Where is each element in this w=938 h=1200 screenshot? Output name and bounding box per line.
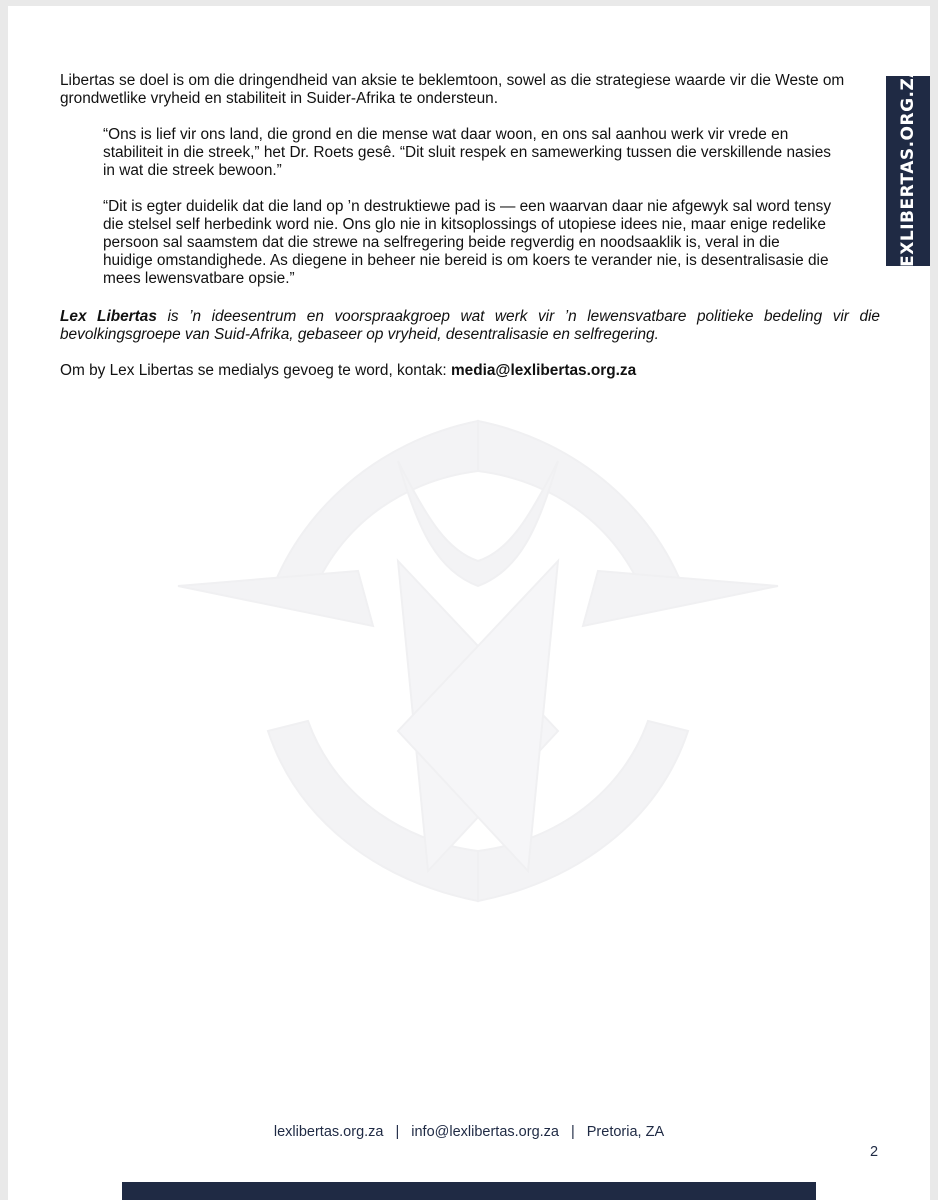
quote-paragraph-1: “Ons is lief vir ons land, die grond en die mense wat daar woon, en ons sal aanhou werk vir vrede en stabiliteit in die streek,” het Dr. Roets gesê. “Dit sluit respek en samewerking tussen die verskillende nasies in wat die streek bewoon.” (103, 126, 831, 179)
page-number: 2 (870, 1144, 879, 1160)
side-tab-website (886, 63, 930, 279)
footer-bar (122, 1182, 816, 1200)
about-description: is ’n ideesentrum en voorspraakgroep wat werk vir ’n lewensvatbare politieke bedeling vir die bevolkingsgroepe van Suid-Afrika, gebaseer op vryheid, desentralisasie en selfregering. (60, 308, 880, 343)
document-body (60, 72, 880, 398)
about-paragraph (60, 308, 880, 344)
footer-location: Pretoria, ZA (586, 1124, 665, 1140)
contact-email-link[interactable]: media@lexlibertas.org.za (450, 362, 637, 379)
footer-links (8, 1124, 930, 1140)
contact-text: Om by Lex Libertas se medialys gevoeg te word, kontak: (60, 362, 451, 379)
intro-paragraph: Libertas se doel is om die dringendheid van aksie te beklemtoon, sowel as die strategiese waarde vir die Weste om grondwetlike vryheid en stabiliteit in Suider-Afrika te ondersteun. (60, 72, 845, 107)
footer-email-link[interactable]: info@lexlibertas.org.za (411, 1124, 559, 1140)
about-org-name: Lex Libertas (60, 308, 157, 325)
contact-paragraph (60, 362, 880, 380)
footer-separator: | (395, 1124, 400, 1140)
footer-separator: | (570, 1124, 575, 1140)
side-tab-label: LEXLIBERTAS.ORG.ZA (898, 63, 918, 279)
footer-website-link[interactable]: lexlibertas.org.za (273, 1124, 384, 1140)
quote-paragraph-2: “Dit is egter duidelik dat die land op ’n destruktiewe pad is — een waarvan daar nie afgewyk sal word tensy die stelsel self herbedink word nie. Ons glo nie in kitsoplossings of utopiese idees nie, maar enige redelike persoon sal saamstem dat die strewe na selfregering beide regverdig en noodsaaklik is, veral in die huidige omstandighede. As diegene in beheer nie bereid is om koers te verander nie, is desentralisasie die mees lewensvatbare opsie.” (103, 198, 832, 287)
watermark-logo-icon (158, 401, 798, 921)
document-page (8, 6, 930, 1200)
